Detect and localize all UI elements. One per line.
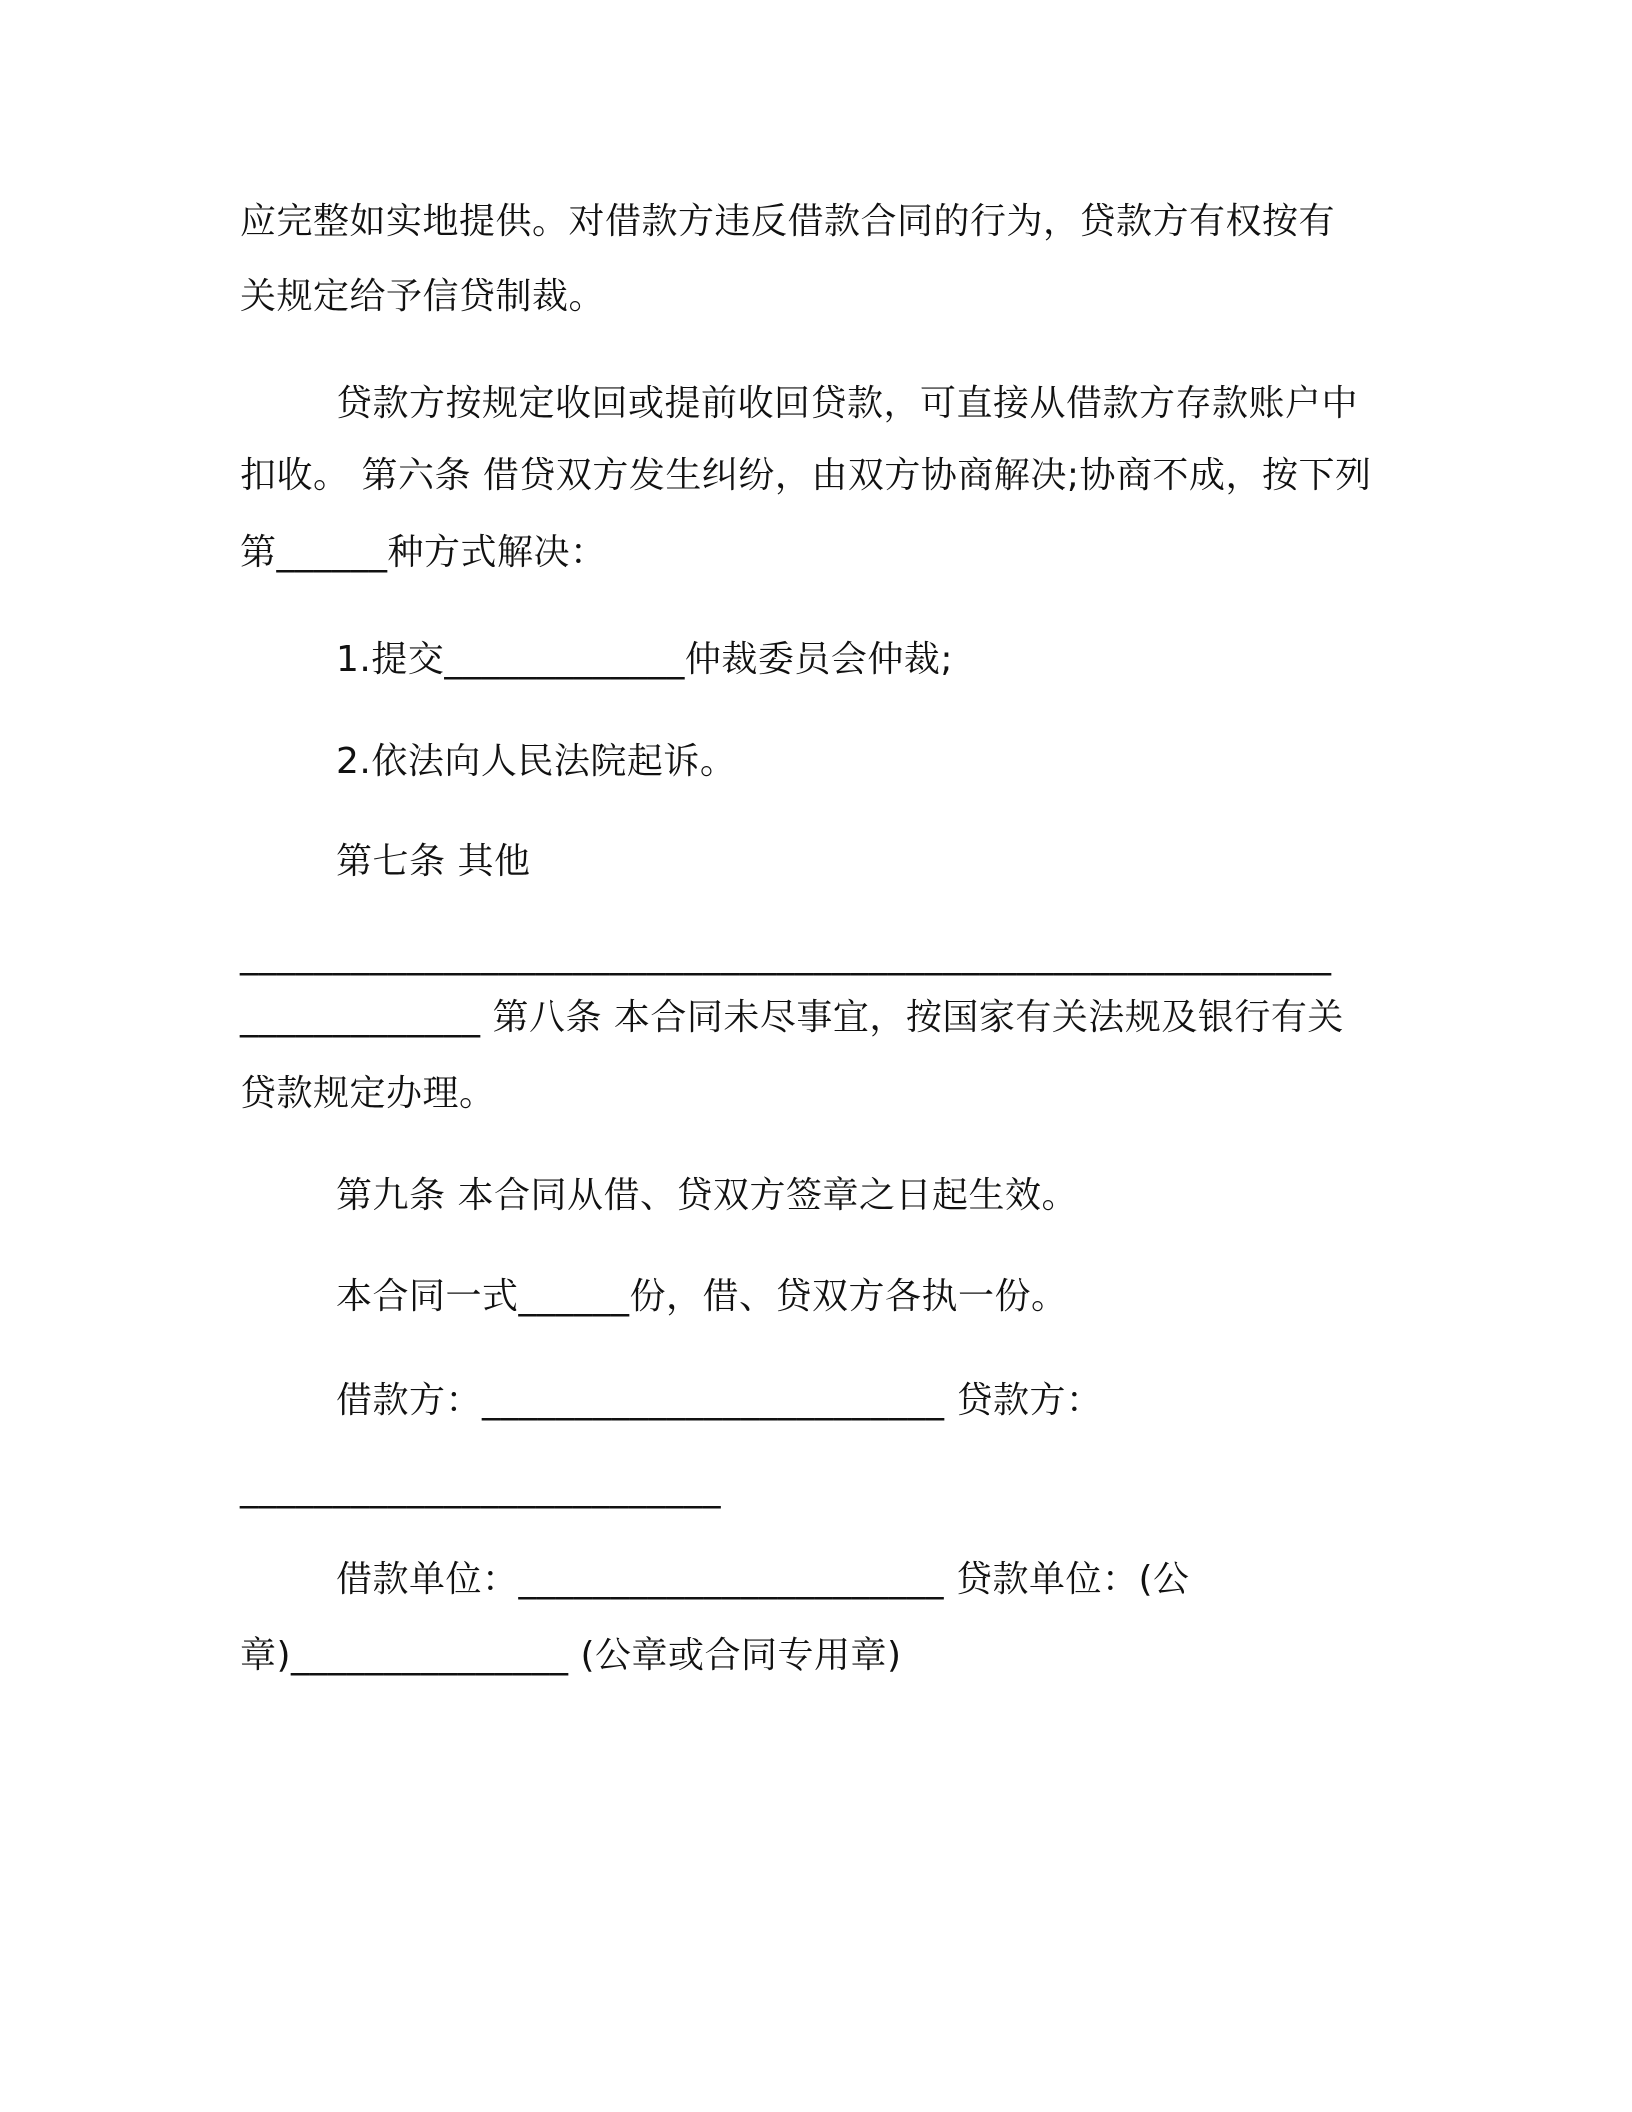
blank-fill-line: __________________________ — [240, 1468, 721, 1509]
text-line: 贷款方按规定收回或提前收回贷款，可直接从借款方存款账户中 — [336, 383, 1359, 424]
text-line: 贷款规定办理。 — [240, 1073, 496, 1114]
text-line: 第______种方式解决： — [240, 532, 607, 573]
signature-line: 借款单位：_______________________ 贷款单位：(公 — [336, 1559, 1190, 1600]
signature-line: 章)_______________ (公章或合同专用章) — [240, 1635, 902, 1676]
signature-line: 借款方：_________________________ 贷款方： — [336, 1380, 1103, 1421]
text-line: 1.提交_____________仲裁委员会仲裁; — [336, 639, 953, 680]
text-line: 应完整如实地提供。对借款方违反借款合同的行为，贷款方有权按有 — [240, 201, 1336, 242]
text-line: 2.依法向人民法院起诉。 — [336, 741, 737, 782]
blank-fill-line: ___________________________________________________________ — [240, 935, 1332, 976]
text-line: 关规定给予信贷制裁。 — [240, 276, 606, 317]
text-line: 扣收。 第六条 借贷双方发生纠纷，由双方协商解决;协商不成，按下列 — [240, 455, 1372, 496]
text-line: 本合同一式______份，借、贷双方各执一份。 — [336, 1276, 1068, 1317]
text-line: 第九条 本合同从借、贷双方签章之日起生效。 — [336, 1175, 1078, 1216]
section-heading: 第七条 其他 — [336, 841, 531, 882]
text-line: _____________ 第八条 本合同未尽事宜，按国家有关法规及银行有关 — [240, 997, 1344, 1038]
